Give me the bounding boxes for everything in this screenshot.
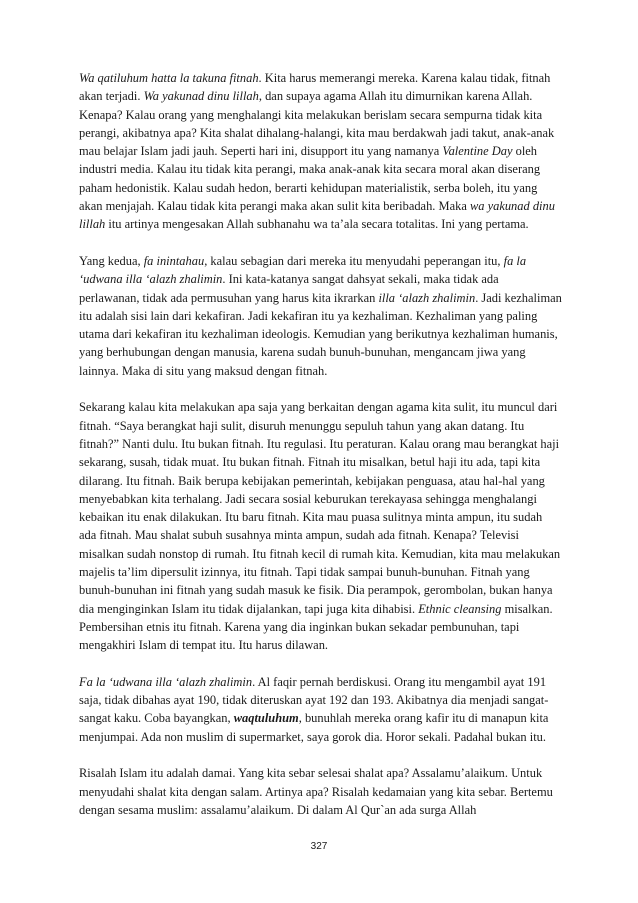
paragraph [79, 764, 562, 819]
text-run: . Jadi kezhaliman itu adalah sisi lain dari kekafiran. Jadi kekafiran itu ya kezhaliman. Kezhaliman yang paling utama dari kekafiran itu kezhaliman ideologis. Kemudian yang berikutnya kezhaliman humanis, yang berhubungan dengan manusia, karena sudah bunuh-bunuhan, mengancam jiwa yang lainnya. Maka di situ yang maksud dengan fitnah. [79, 290, 562, 378]
italic-phrase: fa la ‘udwana illa ‘alazh zhalimin [79, 253, 527, 287]
italic-phrase: Wa qatiluhum hatta la takuna fitnah [79, 71, 259, 85]
text-run: , kalau sebagian dari mereka itu menyudahi peperangan itu, [204, 253, 504, 268]
italic-phrase: Wa yakunad dinu lillah [143, 89, 259, 104]
text-run: misalkan. Pembersihan etnis itu fitnah. Karena yang dia inginkan bukan sekadar pembunuhan, tapi mengakhiri Islam di tempat itu. Itu harus dilawan. [79, 601, 553, 653]
text-run: , bunuhlah mereka orang kafir itu di manapun kita menjumpai. Ada non muslim di supermarket, saya gorok dia. Horor sekali. Padahal bukan itu. [79, 711, 549, 744]
text-run: . Kita harus memerangi mereka. Karena kalau tidak, fitnah akan terjadi. [79, 71, 551, 104]
text-run: Risalah Islam itu adalah damai. Yang kita sebar selesai shalat apa? Assalamu’alaikum. Untuk menyudahi shalat kita dengan salam. Artinya apa? Risalah kedamaian yang kita sebar. Bertemu dengan sesama muslim: assalamu’alaikum. Di dalam Al Qur`an ada surga Allah [79, 766, 553, 817]
text-run: , dan supaya agama Allah itu dimurnikan karena Allah. Kenapa? Kalau orang yang menghalangi kita melakukan berislam secara sempurna tidak kita perangi, akibatnya apa? Kita shalat dihalang-halangi, kita mau berdakwah jadi takut, anak-anak mau belajar Islam jadi jauh. Seperti hari ini, disupport itu yang namanya [79, 89, 555, 159]
text-run: oleh industri media. Kalau itu tidak kita perangi, maka anak-anak kita secara moral akan diserang paham hedonistik. Kalau sudah hedon, berarti kehidupan materialistik, serba boleh, itu yang akan menjajah. Kalau tidak kita perangi maka akan sulit kita beribadah. Maka [79, 144, 541, 214]
text-run: Sekarang kalau kita melakukan apa saja yang berkaitan dengan agama kita sulit, itu muncul dari fitnah. “Saya berangkat haji sulit, disuruh menunggu sepuluh tahun yang akan datang. Itu fitnah?” Nanti dulu. Itu bukan fitnah. Itu regulasi. Itu peraturan. Kalau orang mau berangkat haji sekarang, susah, tidak muat. Itu bukan fitnah. Fitnah itu misalkan, betul haji itu ada, tapi kita dilarang. Itu fitnah. Baik berupa kebijakan pemerintah, kebijakan penguasa, atau hal-hal yang menyebabkan kita terhalang. Jadi secara sosial keburukan terekayasa sehingga menghalangi kebaikan itu enak dilakukan. Itu baru fitnah. Kita mau puasa sulitnya minta ampun, itu sudah ada fitnah. Mau shalat subuh susahnya minta ampun, sudah ada fitnah. Kenapa? Televisi misalkan sudah nonstop di rumah. Itu fitnah kecil di rumah kita. Kemudian, kita mau melakukan majelis ta’lim dipersulit izinnya, itu fitnah. Tapi tidak sampai bunuh-bunuhan. Fitnah yang bunuh-bunuhan ini fitnah yang sudah masuk ke fisik. Dia perampok, gerombolan, bukan hanya dia menginginkan Islam itu tidak dijalankan, tapi juga kita dihabisi. [79, 400, 561, 616]
bold-italic-phrase: waqtuluhum [233, 711, 299, 726]
italic-phrase: Ethnic cleansing [418, 601, 502, 616]
italic-phrase: Fa la ‘udwana illa ‘alazh zhalimin [79, 674, 253, 689]
italic-phrase: Valentine Day [442, 144, 513, 159]
italic-phrase: wa yakunad dinu lillah [79, 199, 555, 232]
text-run: itu artinya mengesakan Allah subhanahu wa ta’ala secara totalitas. Ini yang pertama. [105, 217, 529, 232]
paragraph [79, 398, 562, 654]
page-body [79, 69, 562, 837]
text-run: . Al faqir pernah berdiskusi. Orang itu mengambil ayat 191 saja, tidak dibahas ayat 190, tidak diteruskan ayat 192 dan 193. Akibatnya dia menjadi sangat-sangat kaku. Coba bayangkan, [79, 674, 549, 726]
text-run: Yang kedua, [79, 253, 144, 268]
page-number: 327 [310, 841, 328, 852]
text-run: . Ini kata-katanya sangat dahsyat sekali, maka tidak ada perlawanan, tidak ada permusuhan yang harus kita ikrarkan [79, 272, 499, 305]
paragraph [79, 673, 562, 746]
italic-phrase: fa inintahau [143, 253, 205, 268]
italic-phrase: illa ‘alazh zhalimin [378, 290, 476, 305]
paragraph [79, 252, 562, 380]
paragraph [79, 69, 562, 234]
